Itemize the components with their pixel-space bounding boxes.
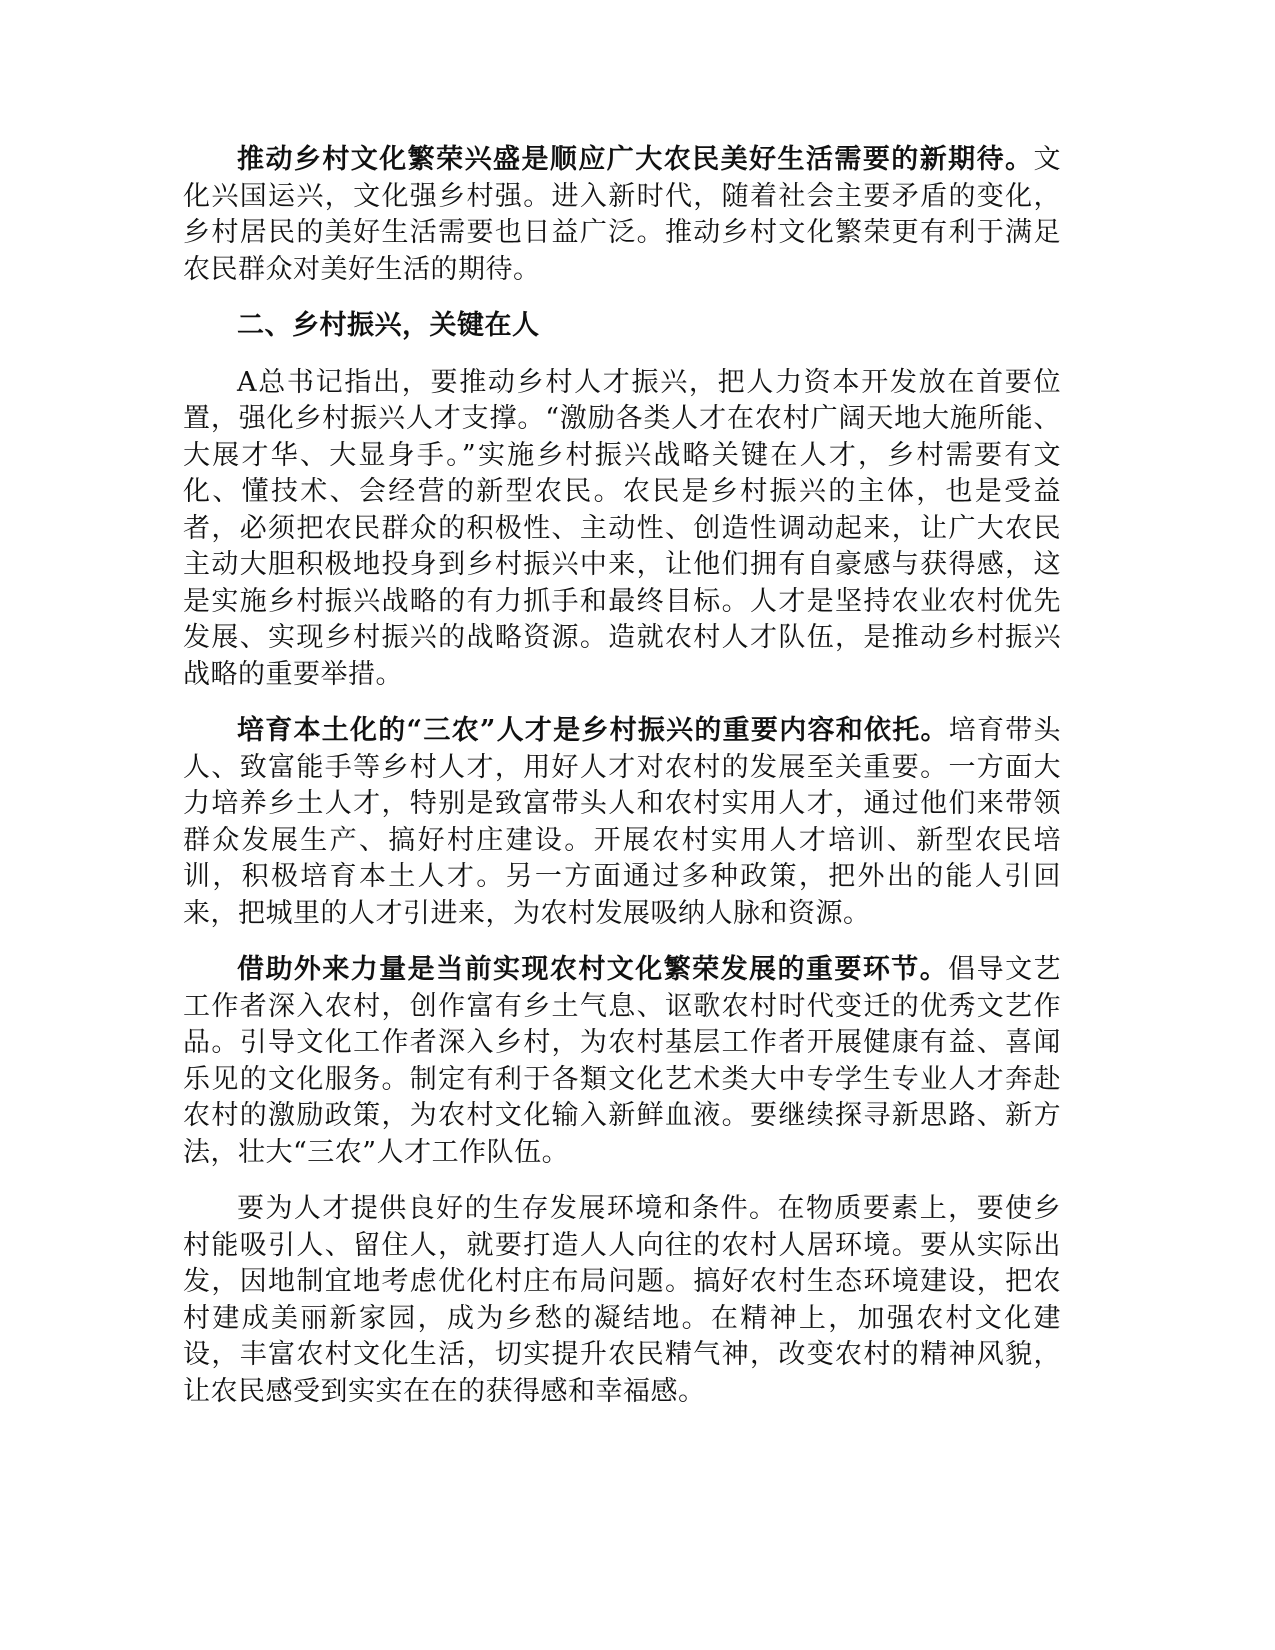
document-page <box>183 142 1061 1430</box>
paragraph-2 <box>183 365 1061 694</box>
paragraph-3 <box>183 713 1061 932</box>
paragraph-1-lead: 推动乡村文化繁荣兴盛是顺应广大农民美好生活需要的新期待。 <box>237 144 1034 175</box>
paragraph-2-text: A总书记指出，要推动乡村人才振兴，把人力资本开发放在首要位置，强化乡村振兴人才支撑。“激励各类人才在农村广阔天地大施所能、大展才华、大显身手。”实施乡村振兴战略关键在人才，乡村需要有文化、懂技术、会经营的新型农民。农民是乡村振兴的主体，也是受益者，必须把农民群众的积极性、主动性、创造性调动起来，让广大农民主动大胆积极地投身到乡村振兴中来，让他们拥有自豪感与获得感，这是实施乡村振兴战略的有力抓手和最终目标。人才是坚持农业农村优先发展、实现乡村振兴的战略资源。造就农村人才队伍，是推动乡村振兴战略的重要举措。 <box>183 366 1061 690</box>
paragraph-5-text: 要为人才提供良好的生存发展环境和条件。在物质要素上，要使乡村能吸引人、留住人，就要打造人人向往的农村人居环境。要从实际出发，因地制宜地考虑优化村庄布局问题。搞好农村生态环境建设，把农村建成美丽新家园，成为乡愁的凝结地。在精神上，加强农村文化建设，丰富农村文化生活，切实提升农民精气神，改变农村的精神风貌，让农民感受到实实在在的获得感和幸福感。 <box>183 1193 1061 1407</box>
paragraph-1-text: 文化兴国运兴，文化强乡村强。进入新时代，随着社会主要矛盾的变化，乡村居民的美好生活需要也日益广泛。推动乡村文化繁荣更有利于满足农民群众对美好生活的期待。 <box>183 144 1061 285</box>
paragraph-4-lead: 借助外来力量是当前实现农村文化繁荣发展的重要环节。 <box>237 954 949 985</box>
paragraph-3-text: 培育带头人、致富能手等乡村人才，用好人才对农村的发展至关重要。一方面大力培养乡土人才，特别是致富带头人和农村实用人才，通过他们来带领群众发展生产、搞好村庄建设。开展农村实用人才培训、新型农民培训，积极培育本土人才。另一方面通过多种政策，把外出的能人引回来，把城里的人才引进来，为农村发展吸纳人脉和资源。 <box>183 715 1062 929</box>
paragraph-1 <box>183 142 1061 288</box>
paragraph-4-text: 倡导文艺工作者深入农村，创作富有乡土气息、讴歌农村时代变迁的优秀文艺作品。引导文化工作者深入乡村，为农村基层工作者开展健康有益、喜闻乐见的文化服务。制定有利于各類文化艺术类大中专学生专业人才奔赴农村的激励政策，为农村文化输入新鲜血液。要继续探寻新思路、新方法，壮大“三农”人才工作队伍。 <box>183 954 1062 1168</box>
paragraph-4 <box>183 952 1061 1171</box>
section-heading: 二、乡村振兴，关键在人 <box>237 310 540 341</box>
paragraph-5 <box>183 1191 1061 1410</box>
paragraph-3-lead: 培育本土化的“三农”人才是乡村振兴的重要内容和依托。 <box>237 715 949 746</box>
